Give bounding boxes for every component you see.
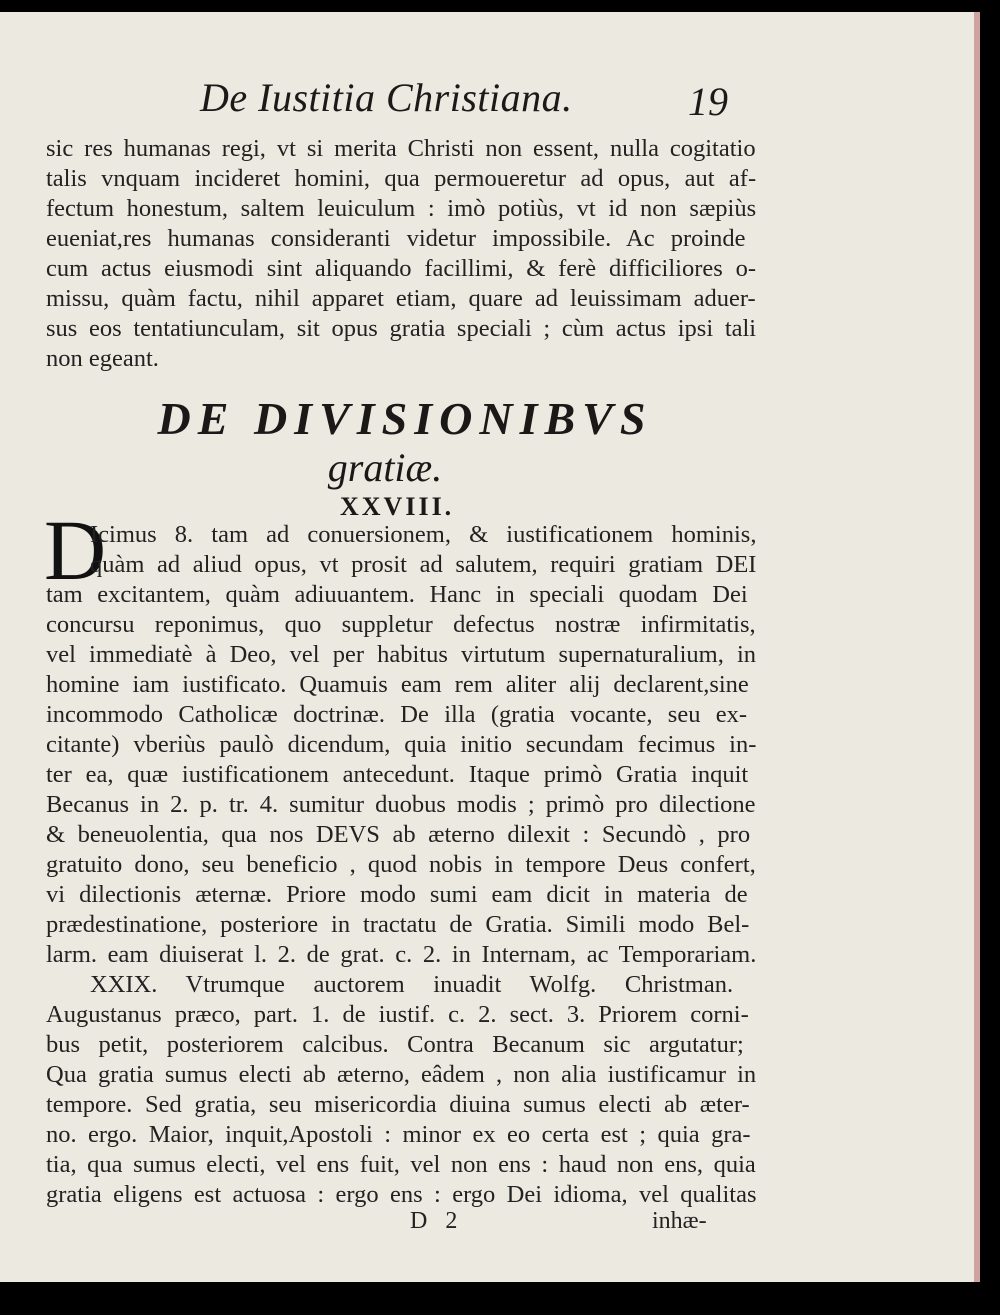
running-header — [0, 74, 980, 134]
book-page — [0, 12, 980, 1282]
text-line: prædestinatione, posteriore in tractatu de Gratia. Simili modo Bel- — [46, 911, 750, 938]
text-line: & beneuolentia, qua nos DEVS ab æterno dilexit : Secundò , pro — [46, 821, 751, 848]
text-line: tia, qua sumus electi, vel ens fuit, vel non ens : haud non ens, quia — [46, 1151, 756, 1178]
text-line: Becanus in 2. p. tr. 4. sumitur duobus modis ; primò pro dilectione — [46, 791, 756, 818]
text-line: larm. eam diuiserat l. 2. de grat. c. 2. in Internam, ac Temporariam. — [46, 941, 757, 968]
text-line: concursu reponimus, quo suppletur defectus nostræ infirmitatis, — [46, 611, 756, 638]
section-subheading: gratiæ. — [327, 445, 443, 490]
text-line: missu, quàm factu, nihil apparet etiam, quare ad leuissimam aduer- — [46, 285, 756, 312]
text-line: incommodo Catholicæ doctrinæ. De illa (gratia vocante, seu ex- — [46, 701, 748, 728]
text-line: non egeant. — [46, 345, 159, 372]
section-number: XXVIII. — [340, 492, 455, 521]
text-line: cum actus eiusmodi sint aliquando facillimi, & ferè difficiliores o- — [46, 255, 756, 282]
text-line: eueniat,res humanas consideranti videtur impossibile. Ac proinde — [46, 225, 746, 252]
text-line: XXIX. Vtrumque auctorem inuadit Wolfg. Christman. — [90, 971, 734, 998]
text-line: sic res humanas regi, vt si merita Christi non essent, nulla cogitatio — [46, 135, 756, 162]
running-title: De Iustitia Christiana. — [200, 75, 573, 120]
text-line: fectum honestum, saltem leuiculum : imò potiùs, vt id non sæpiùs — [46, 195, 757, 222]
text-line: gratuito dono, seu beneficio , quod nobis in tempore Deus confert, — [46, 851, 756, 878]
text-line: Augustanus præco, part. 1. de iustif. c. 2. sect. 3. Priorem corni- — [46, 1001, 749, 1028]
section-heading: DE DIVISIONIBVS — [157, 393, 653, 444]
text-line: talis vnquam incideret homini, qua permoueretur ad opus, aut af- — [46, 165, 757, 192]
drop-cap: D — [44, 502, 107, 598]
signature-mark: D 2 — [410, 1208, 464, 1234]
text-line: no. ergo. Maior, inquit,Apostoli : minor ex eo certa est ; quia gra- — [46, 1121, 751, 1148]
text-line: quàm ad aliud opus, vt prosit ad salutem, requiri gratiam DEI — [90, 551, 757, 578]
text-line: bus petit, posteriorem calcibus. Contra Becanum sic argutatur; — [46, 1031, 744, 1058]
text-line: tam excitantem, quàm adiuuantem. Hanc in speciali quodam Dei — [46, 581, 748, 608]
text-line: tempore. Sed gratia, seu misericordia diuina sumus electi ab æter- — [46, 1091, 750, 1118]
text-line: vel immediatè à Deo, vel per habitus virtutum supernaturalium, in — [46, 641, 757, 668]
text-line: gratia eligens est actuosa : ergo ens : ergo Dei idioma, vel qualitas — [46, 1181, 757, 1208]
text-line: homine iam iustificato. Quamuis eam rem aliter alij declarent,sine — [46, 671, 749, 698]
text-line: Qua gratia sumus electi ab æterno, eâdem , non alia iustificamur in — [46, 1061, 757, 1088]
page-number: 19 — [688, 79, 728, 124]
text-line: Icimus 8. tam ad conuersionem, & iustificationem hominis, — [90, 521, 757, 548]
text-line: citante) vberiùs paulò dicendum, quia initio secundam fecimus in- — [46, 731, 757, 758]
text-line: ter ea, quæ iustificationem antecedunt. Itaque primò Gratia inquit — [46, 761, 749, 788]
catchword: inhæ- — [652, 1208, 707, 1234]
text-line: sus eos tentatiunculam, sit opus gratia speciali ; cùm actus ipsi tali — [46, 315, 757, 342]
text-line: vi dilectionis æternæ. Priore modo sumi eam dicit in materia de — [46, 881, 748, 908]
